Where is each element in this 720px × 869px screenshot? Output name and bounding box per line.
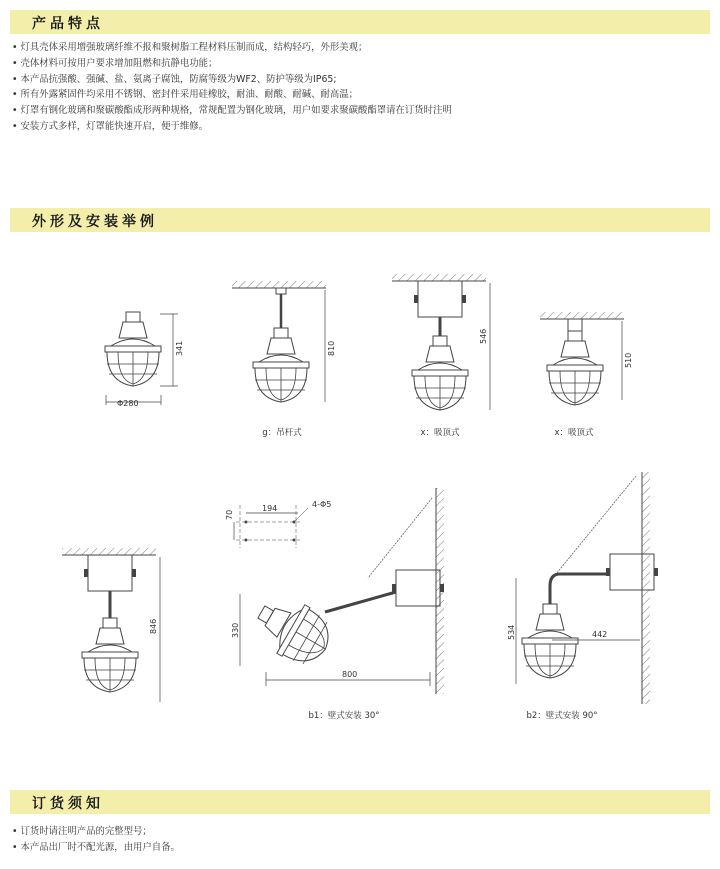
list-item: • 灯罩有钢化玻璃和聚碳酸酯成形两种规格，常规配置为钢化玻璃，用户如要求聚碳酸酯罩请在订货时注明 [12,103,452,119]
dim-diameter: Φ280 [117,399,139,408]
dim-height-70: 70 [225,509,234,520]
list-item: • 订货时请注明产品的完整型号； [12,824,180,840]
list-item: • 本产品抗强酸、强碱、盐、氨离子腐蚀，防腐等级为WF2、防护等级为IP65; [12,72,452,88]
lamp-drawing-ceiling-box [392,274,490,410]
lamp-drawing-wall-90 [516,472,658,704]
dim-height-546: 546 [479,328,488,344]
list-item: • 壳体材料可按用户要求增加阻燃和抗静电功能； [12,56,452,72]
caption-wall-30: b1：壁式安装 30° [308,711,380,721]
caption-ceiling-box: x：吸顶式 [420,428,460,438]
lamp-drawing-pendant [232,281,326,402]
ordering-title: 订货须知 [32,796,104,812]
list-item: • 所有外露紧固件均采用不锈钢、密封件采用硅橡胶，耐油、耐酸、耐碱、耐高温； [12,87,452,103]
dim-height-341: 341 [175,340,184,356]
ordering-list [12,824,180,856]
features-title: 产品特点 [32,16,104,32]
lamp-drawing-wall-30 [240,488,444,694]
dim-width-800: 800 [342,670,358,679]
list-item: • 本产品出厂时不配光源，由用户自备。 [12,840,180,856]
caption-pendant: g：吊杆式 [262,428,302,438]
lamp-drawing-ceiling-mount [540,312,624,405]
dim-height-846: 846 [149,618,158,634]
caption-wall-90: b2：壁式安装 90° [526,711,598,721]
list-item: • 灯具壳体采用增强玻璃纤维不报和聚树脂工程材料压制而成，结构轻巧，外形美观； [12,40,452,56]
caption-ceiling-mount: x：吸顶式 [554,428,594,438]
dim-width-194: 194 [262,504,278,513]
dim-width-442: 442 [592,630,608,639]
dim-height-534: 534 [507,624,516,640]
dim-height-510: 510 [624,352,633,368]
lamp-drawing-basic [105,312,178,405]
dim-height-810: 810 [327,340,336,356]
install-title: 外形及安装举例 [32,214,158,230]
dim-height-330: 330 [231,622,240,638]
lamp-drawing-ceiling-box-tall [62,548,160,702]
dim-holes: 4-Φ5 [312,500,332,509]
list-item: • 安装方式多样，灯罩能快速开启，便于维修。 [12,119,452,135]
ordering-header [10,790,710,814]
